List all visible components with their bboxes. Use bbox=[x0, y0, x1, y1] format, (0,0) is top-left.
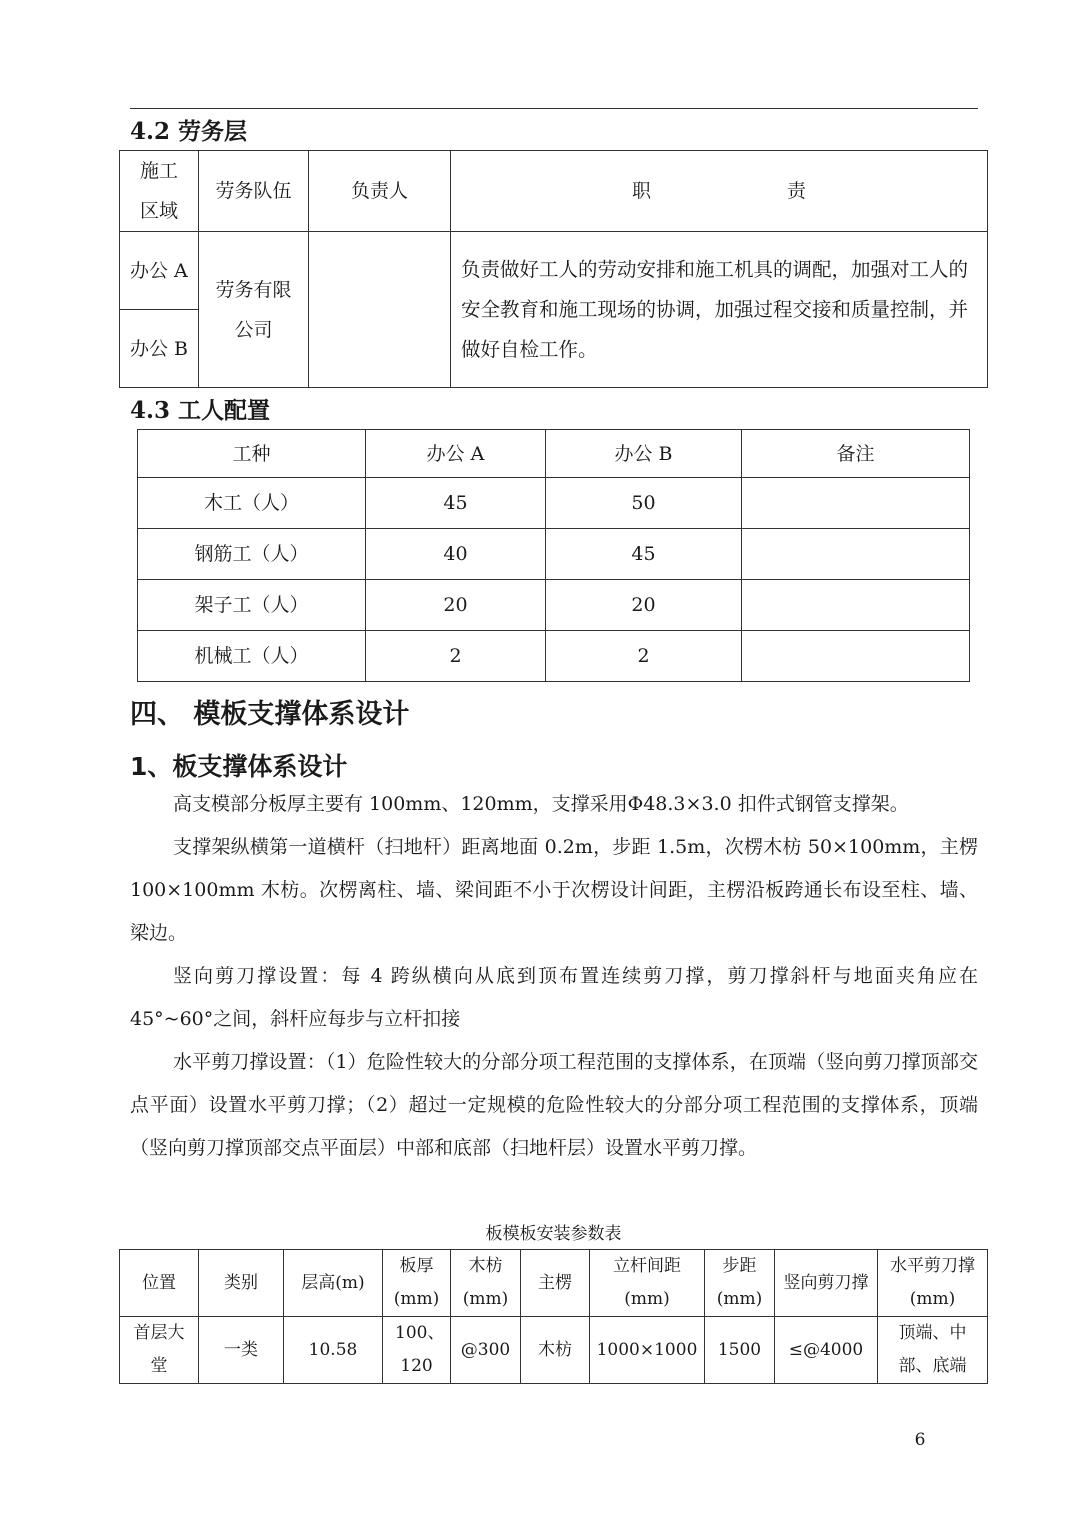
header-cell: 水平剪刀撑(mm) bbox=[878, 1250, 988, 1317]
table-cell: 20 bbox=[366, 580, 546, 631]
table-cell: 钢筋工（人） bbox=[138, 529, 366, 580]
header-cell: 竖向剪刀撑 bbox=[775, 1250, 878, 1317]
table-cell: 木工（人） bbox=[138, 478, 366, 529]
labor-table bbox=[119, 150, 988, 388]
table-cell: 100、120 bbox=[383, 1317, 451, 1384]
table-row bbox=[120, 232, 988, 310]
table-cell: 20 bbox=[546, 580, 742, 631]
table-header-row bbox=[120, 151, 988, 232]
paragraph: 支撑架纵横第一道横杆（扫地杆）距离地面 0.2m，步距 1.5m，次楞木枋 50×100mm，主楞 100×100mm 木枋。次楞离柱、墙、梁间距不小于次楞设计间距，主楞沿板跨通长布设至柱、墙、梁边。 bbox=[130, 836, 978, 944]
leader-cell bbox=[309, 232, 451, 388]
header-cell: 主楞 bbox=[521, 1250, 590, 1317]
table-cell: 10.58 bbox=[284, 1317, 383, 1384]
area-cell: 办公 A bbox=[120, 232, 199, 310]
table-header-row bbox=[120, 1250, 988, 1317]
table-row bbox=[138, 478, 970, 529]
header-cell: 位置 bbox=[120, 1250, 199, 1317]
table-cell bbox=[742, 631, 970, 682]
header-cell: 办公 A bbox=[366, 430, 546, 478]
header-cell-team: 劳务队伍 bbox=[199, 151, 309, 232]
header-cell: 备注 bbox=[742, 430, 970, 478]
header-cell: 木枋(mm) bbox=[451, 1250, 521, 1317]
table-row bbox=[138, 529, 970, 580]
table-cell: 45 bbox=[366, 478, 546, 529]
table-header-row bbox=[138, 430, 970, 478]
param-table bbox=[119, 1249, 988, 1384]
page-number: 6 bbox=[914, 1430, 926, 1450]
header-cell: 层高(m) bbox=[284, 1250, 383, 1317]
table-cell: 50 bbox=[546, 478, 742, 529]
paragraph: 高支模部分板厚主要有 100mm、120mm，支撑采用Φ48.3×3.0 扣件式钢管支撑架。 bbox=[173, 793, 909, 815]
chapter-title: 四、 模板支撑体系设计 bbox=[130, 699, 410, 730]
table-cell: 2 bbox=[366, 631, 546, 682]
header-cell: 立杆间距(mm) bbox=[590, 1250, 705, 1317]
paragraph: 水平剪刀撑设置：（1）危险性较大的分部分项工程范围的支撑体系，在顶端（竖向剪刀撑顶部交点平面）设置水平剪刀撑；（2）超过一定规模的危险性较大的分部分项工程范围的支撑体系，顶端（竖向剪刀撑顶部交点平面层）中部和底部（扫地杆层）设置水平剪刀撑。 bbox=[130, 1051, 978, 1159]
header-cell: 步距(mm) bbox=[705, 1250, 775, 1317]
header-cell: 类别 bbox=[199, 1250, 284, 1317]
table-cell: 40 bbox=[366, 529, 546, 580]
header-cell: 办公 B bbox=[546, 430, 742, 478]
table-cell: 1000×1000 bbox=[590, 1317, 705, 1384]
area-cell: 办公 B bbox=[120, 310, 199, 388]
table-cell bbox=[742, 580, 970, 631]
header-cell-leader: 负责人 bbox=[309, 151, 451, 232]
header-cell: 工种 bbox=[138, 430, 366, 478]
table-row bbox=[138, 631, 970, 682]
table-cell: 45 bbox=[546, 529, 742, 580]
table-cell: 木枋 bbox=[521, 1317, 590, 1384]
table-cell: ≤@4000 bbox=[775, 1317, 878, 1384]
table-cell: 机械工（人） bbox=[138, 631, 366, 682]
table-caption: 板模板安装参数表 bbox=[485, 1224, 622, 1244]
body-text bbox=[130, 783, 978, 1170]
table-cell: 首层大堂 bbox=[120, 1317, 199, 1384]
duty-cell: 负责做好工人的劳动安排和施工机具的调配，加强对工人的安全教育和施工现场的协调，加强过程交接和质量控制，并做好自检工作。 bbox=[451, 232, 988, 388]
table-cell: 1500 bbox=[705, 1317, 775, 1384]
table-cell: 架子工（人） bbox=[138, 580, 366, 631]
table-cell: @300 bbox=[451, 1317, 521, 1384]
paragraph: 竖向剪刀撑设置：每 4 跨纵横向从底到顶布置连续剪刀撑，剪刀撑斜杆与地面夹角应在 45°~60°之间，斜杆应每步与立杆扣接 bbox=[130, 965, 978, 1030]
table-row bbox=[120, 1317, 988, 1384]
table-row bbox=[138, 580, 970, 631]
section-title-slab: 1、板支撑体系设计 bbox=[130, 752, 348, 781]
section-title-workers: 4.3 工人配置 bbox=[130, 397, 271, 424]
worker-table bbox=[137, 429, 970, 682]
header-cell-duty: 职 责 bbox=[451, 151, 988, 232]
header-cell-area: 施工区域 bbox=[120, 151, 199, 232]
table-cell: 顶端、中部、底端 bbox=[878, 1317, 988, 1384]
header-cell: 板厚(mm) bbox=[383, 1250, 451, 1317]
table-cell bbox=[742, 529, 970, 580]
header-rule bbox=[130, 108, 978, 109]
section-title-labor: 4.2 劳务层 bbox=[130, 118, 248, 145]
table-cell bbox=[742, 478, 970, 529]
table-cell: 一类 bbox=[199, 1317, 284, 1384]
team-cell: 劳务有限公司 bbox=[199, 232, 309, 388]
table-cell: 2 bbox=[546, 631, 742, 682]
